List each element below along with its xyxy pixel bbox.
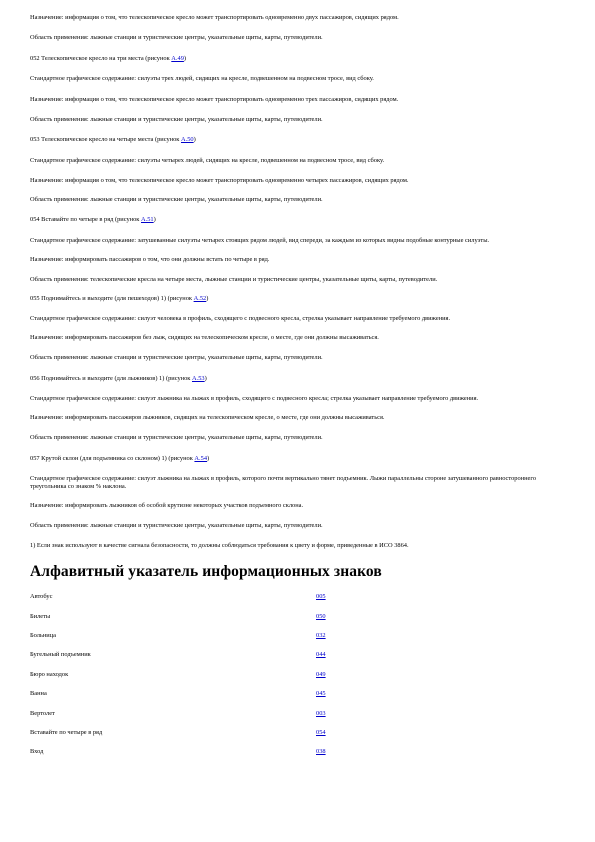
figure-link[interactable]: А.51 (141, 216, 154, 224)
figure-link[interactable]: А.54 (194, 454, 208, 462)
index-entry-name: Автобус (30, 593, 53, 601)
index-entry-link[interactable]: 050 (316, 612, 326, 620)
section-title-suffix: ) (206, 294, 209, 302)
section-title: 053 Телескопическое кресло на четыре места (рисунок (30, 136, 181, 144)
index-row (30, 632, 570, 651)
index-entry-link[interactable]: 054 (316, 728, 326, 736)
index-row (30, 671, 570, 690)
section-title-suffix: ) (183, 54, 187, 62)
section-heading (30, 375, 570, 383)
section-title-suffix: ) (207, 454, 210, 462)
index-row (30, 613, 570, 632)
paragraph: Назначение: информация о том, что телескопическое кресло может транспортировать одновременно четырех пассажиров, сидящих рядом. (30, 177, 409, 185)
paragraph: Область применения: лыжные станции и туристические центры, указательные щиты, карты, путеводители. (30, 354, 323, 362)
index-row (30, 690, 570, 709)
index-entry-link[interactable]: 045 (316, 690, 326, 698)
section-title: 054 Вставайте по четыре в ряд (рисунок (30, 216, 141, 224)
paragraph: Назначение: информировать пассажиров лыжников, сидящих на телескопическом кресле, о месте, где они должны высаживаться. (30, 413, 385, 421)
paragraph: Назначение: информировать лыжников об особой крутизне некоторых участков подъемного склона. (30, 501, 304, 509)
index-entry-link[interactable]: 038 (316, 748, 326, 756)
paragraph: Область применения: лыжные станции и туристические центры, указательные щиты, карты, путеводители. (30, 195, 323, 203)
paragraph: 1) Если знак используют в качестве сигнала безопасности, то должны соблюдаться требования к цвету и форме, приведенные в ИСО 3864. (30, 542, 409, 550)
figure-link[interactable]: А.53 (191, 374, 205, 382)
document-content (30, 14, 570, 768)
index-entry-name: Вставайте по четыре в ряд (30, 728, 103, 736)
section-title-suffix: ) (153, 216, 156, 224)
index-entry-link[interactable]: 044 (316, 651, 326, 659)
section-title-suffix: ) (193, 136, 196, 144)
index-row (30, 729, 570, 748)
paragraph: Назначение: информация о том, что телескопическое кресло может транспортировать одновременно двух пассажиров, сидящих рядом. (30, 14, 399, 21)
section-heading (30, 55, 570, 63)
figure-link[interactable]: А.49 (171, 54, 184, 62)
paragraph: Назначение: информировать пассажиров о том, что они должны встать по четыре в ряд. (30, 255, 270, 263)
section-title-suffix: ) (204, 374, 207, 382)
index-entry-name: Вход (30, 748, 44, 756)
section-heading (30, 455, 570, 463)
section-title: 052 Телескопическое кресло на три места (рисунок (30, 54, 172, 62)
paragraph: Область применения: лыжные станции и туристические центры, указательные щиты, карты, путеводители. (30, 434, 323, 442)
paragraph: Стандартное графическое содержание: затушеванные силуэты четырех стоящих рядом людей, вид спереди, за каждым из которых видны подобные контурные силуэты. (30, 236, 490, 244)
index-row (30, 651, 570, 670)
paragraph: Область применения: лыжные станции и туристические центры, указательные щиты, карты, путеводители. (30, 115, 323, 123)
section-heading (30, 136, 570, 144)
index-entry-link[interactable]: 003 (316, 709, 326, 717)
paragraph: Стандартное графическое содержание: силуэты трех людей, сидящих на кресле, подвешенном на подвесном тросе, вид сбоку. (30, 75, 374, 83)
index-entry-link[interactable]: 005 (316, 593, 326, 601)
index-entry-name: Бугельный подъемник (30, 651, 91, 659)
index-entry-link[interactable]: 032 (316, 631, 326, 639)
paragraph: Область применения: лыжные станции и туристические центры, указательные щиты, карты, путеводители. (30, 522, 323, 529)
section-title: 057 Крутой склон (для подъемника со склоном) 1) (рисунок (30, 454, 195, 462)
index-entry-name: Вертолет (30, 709, 55, 717)
section-heading (30, 295, 570, 303)
index-row (30, 748, 570, 767)
section-title: 056 Поднимайтесь и выходите (для лыжников) 1) (рисунок (30, 374, 192, 382)
figure-link[interactable]: А.52 (193, 294, 207, 302)
paragraph: Стандартное графическое содержание: силуэт лыжника на лыжах в профиль, которого почти вертикально тянет подъемник. Лыжи параллельны стороне затушеванного равностороннего треугольника со знаком % наклона. (30, 475, 537, 490)
section-title: 055 Поднимайтесь и выходите (для пешеходов) 1) (рисунок (30, 294, 194, 302)
paragraph: Стандартное графическое содержание: силуэт лыжника на лыжах в профиль, сходящего с подвесного кресла; стрелка указывает направление требуемого движения. (30, 395, 479, 403)
paragraph: Область применения: лыжные станции и туристические центры, указательные щиты, карты, путеводители. (30, 34, 323, 42)
index-entry-name: Больница (30, 631, 56, 639)
index-entry-link[interactable]: 049 (316, 670, 326, 678)
figure-link[interactable]: А.50 (180, 136, 194, 144)
paragraph: Назначение: информация о том, что телескопическое кресло может транспортировать одновременно трех пассажиров, сидящих рядом. (30, 95, 399, 103)
paragraph: Область применения: телескопические кресла на четыре места, лыжные станции и туристические центры, указательные щиты, карты, путеводители. (30, 275, 438, 283)
paragraph: Назначение: информировать пассажиров без лыж, сидящих на телескопическом кресле, о месте, где они должны высаживаться. (30, 333, 379, 341)
section-heading (30, 216, 570, 224)
index-entry-name: Билеты (30, 612, 51, 620)
index-heading: Алфавитный указатель информационных знаков (30, 563, 382, 581)
index-entry-name: Бюро находок (30, 670, 69, 678)
paragraph: Стандартное графическое содержание: силуэт человека в профиль, сходящего с подвесного кресла, стрелка указывает направление требуемого движения. (30, 315, 451, 323)
index-row (30, 710, 570, 729)
index-row (30, 593, 570, 612)
index-entry-name: Ванна (30, 690, 47, 698)
paragraph: Стандартное графическое содержание: силуэты четырех людей, сидящих на кресле, подвешенном на подвесном тросе, вид сбоку. (30, 156, 385, 164)
